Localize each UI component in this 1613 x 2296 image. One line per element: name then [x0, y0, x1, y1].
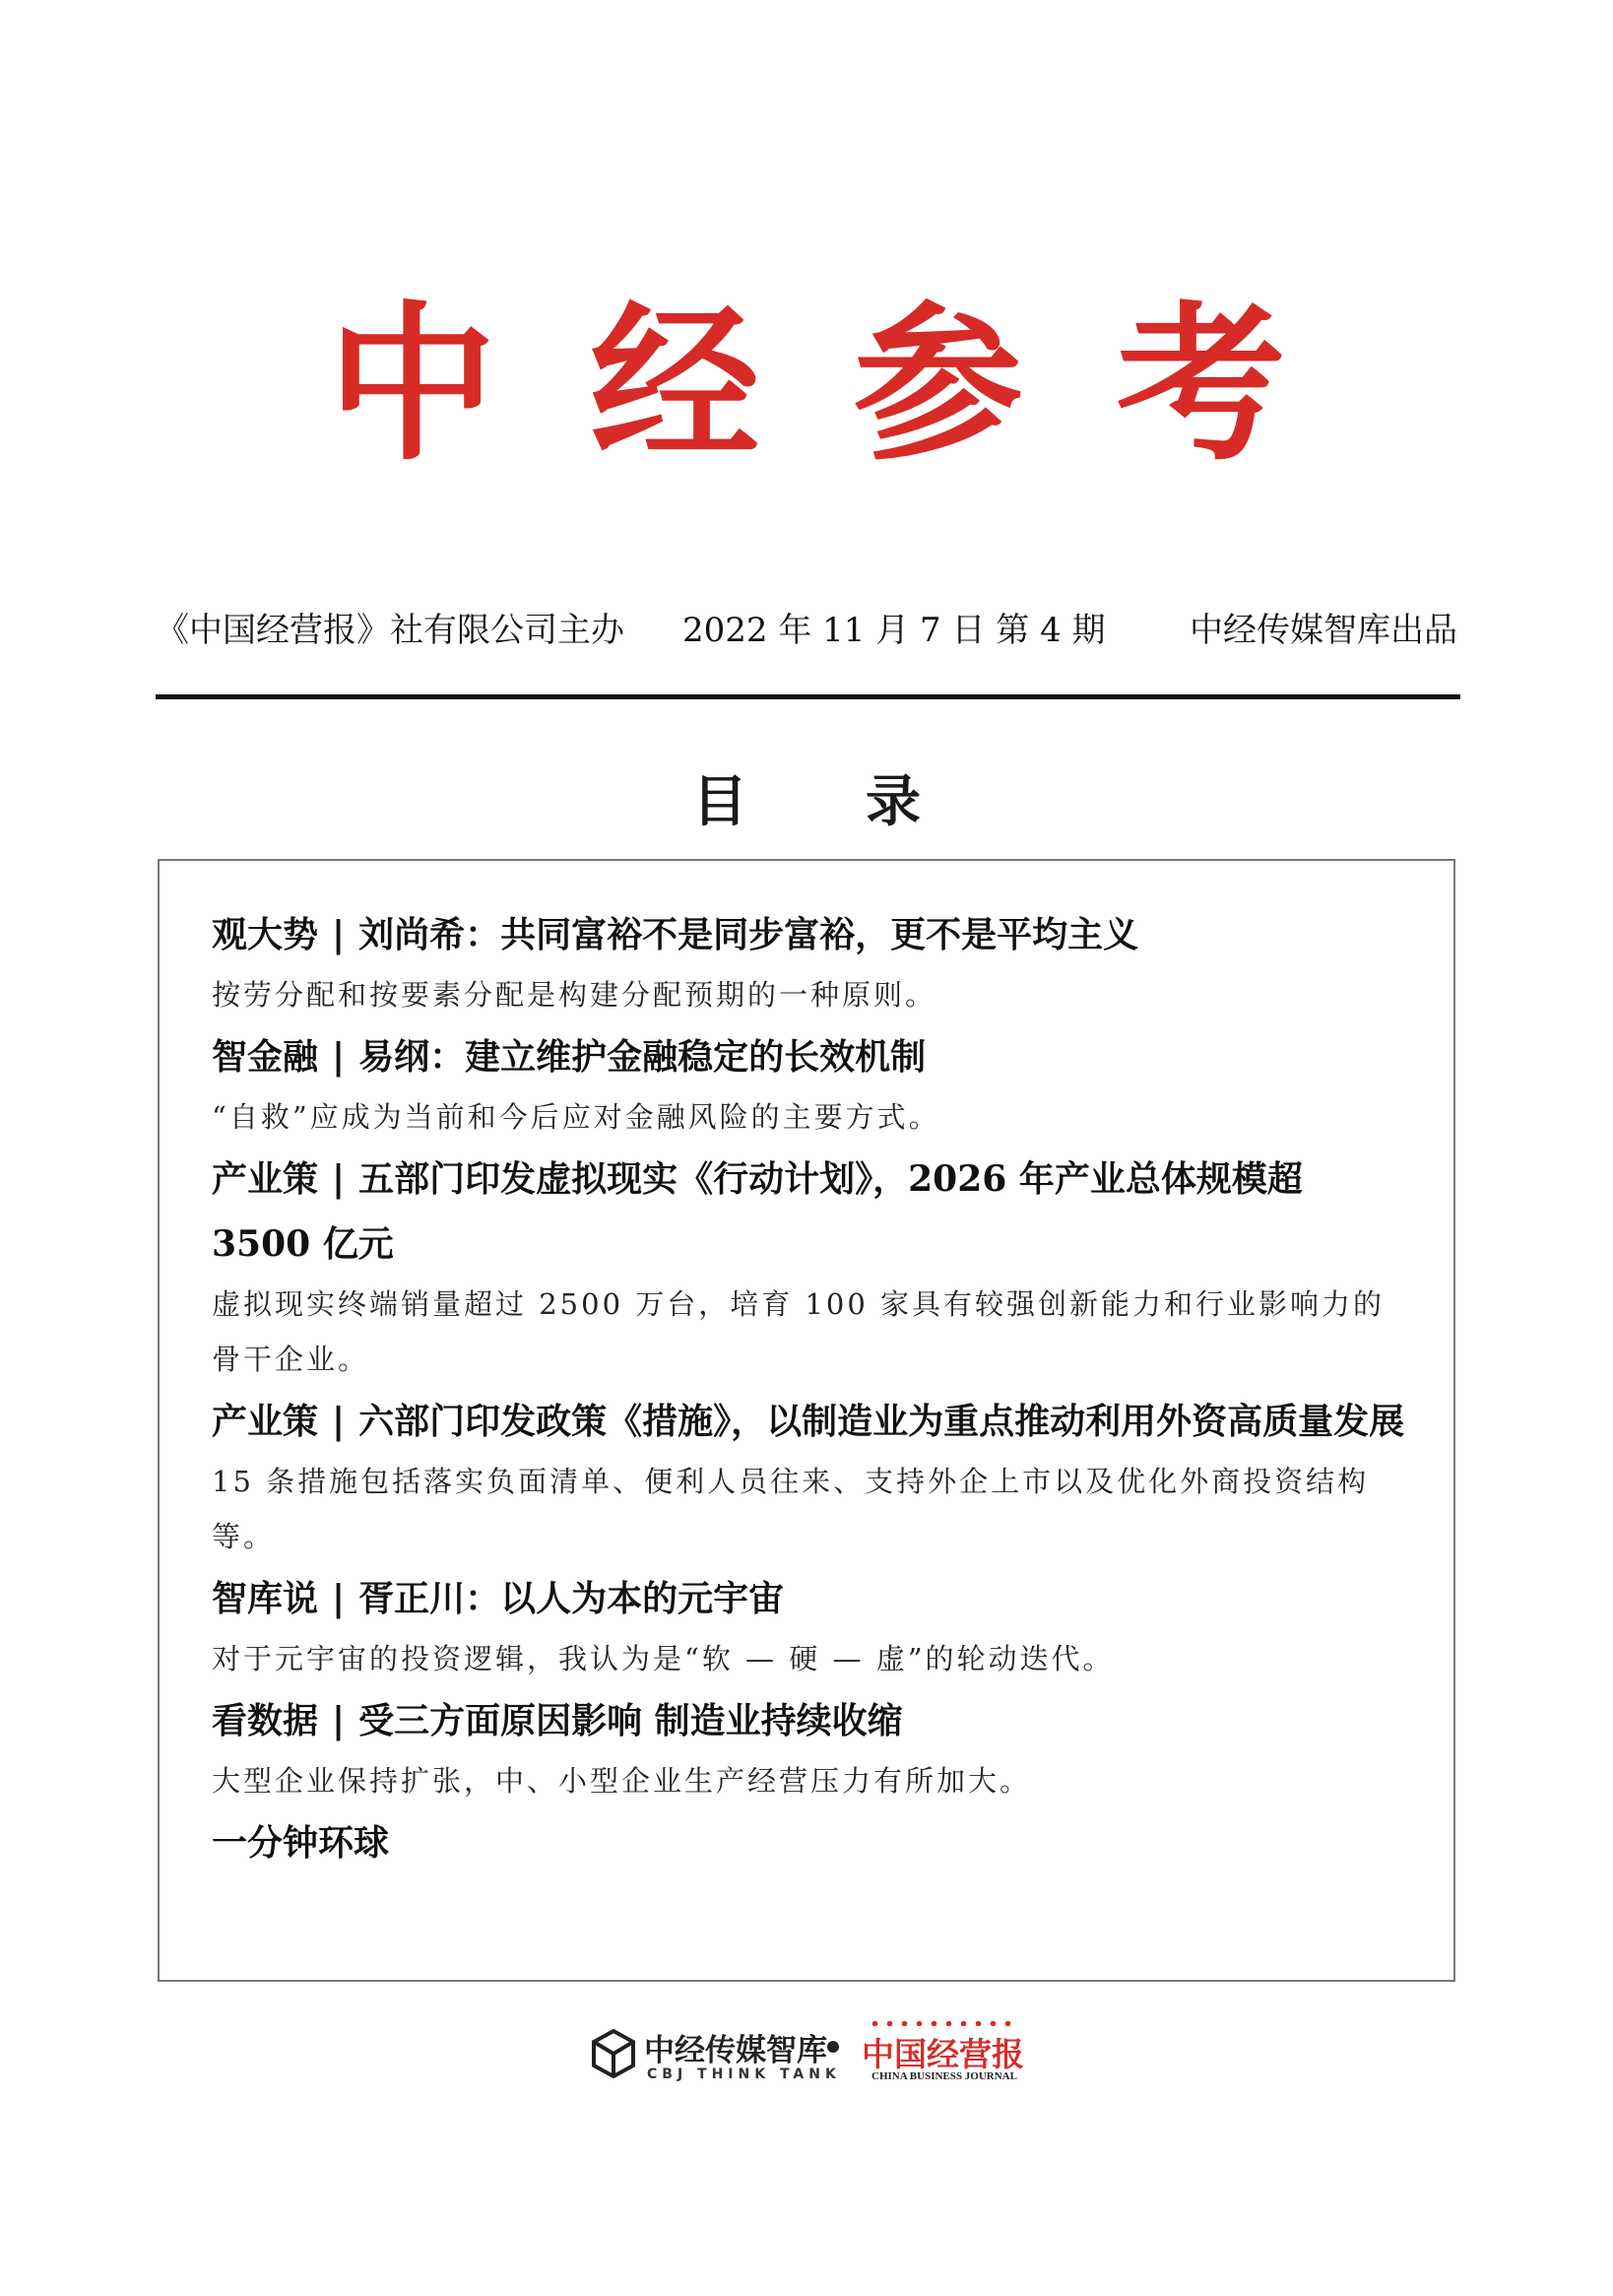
toc-separator: | — [332, 1578, 346, 1619]
toc-separator: | — [332, 1158, 346, 1200]
publisher-text: 《中国经营报》社有限公司主办 — [156, 611, 624, 650]
masthead-char: 经 — [590, 284, 760, 484]
toc-entry-headline[interactable] — [212, 1566, 1405, 1631]
toc-separator: | — [332, 1401, 346, 1442]
toc-column-name: 产业策 — [212, 1401, 319, 1442]
cube-logo-icon — [591, 2029, 636, 2078]
toc-box — [158, 859, 1455, 1982]
masthead-title — [0, 286, 1613, 483]
toc-separator: | — [332, 1036, 346, 1078]
toc-entry[interactable] — [212, 1147, 1405, 1387]
toc-entry-summary: 对于元宇宙的投资逻辑，我认为是“软 — 硬 — 虚”的轮动迭代。 — [212, 1642, 1115, 1675]
toc-entry-title: 受三方面原因影响 制造业持续收缩 — [358, 1700, 903, 1741]
toc-column-name: 看数据 — [212, 1700, 319, 1741]
logo-separator-dot — [827, 2041, 839, 2053]
journal-logo-dots — [868, 2021, 1015, 2026]
toc-entry-summary: 按劳分配和按要素分配是构建分配预期的一种原则。 — [212, 978, 937, 1012]
toc-entry[interactable] — [212, 902, 1405, 1022]
toc-entry-headline[interactable] — [212, 1810, 1405, 1875]
journal-name-en: CHINA BUSINESS JOURNAL — [871, 2070, 1017, 2082]
toc-entry[interactable] — [212, 1024, 1405, 1145]
masthead-char: 中 — [327, 284, 497, 484]
toc-entry-headline[interactable] — [212, 1389, 1405, 1454]
producer-text: 中经传媒智库出品 — [1190, 611, 1457, 650]
toc-entry[interactable] — [212, 1566, 1405, 1686]
toc-entry[interactable] — [212, 1389, 1405, 1564]
toc-separator: | — [332, 914, 346, 955]
info-bar — [156, 603, 1457, 662]
journal-name-cn: 中国经营报 — [862, 2035, 1024, 2073]
toc-entry-title: 胥正川：以人为本的元宇宙 — [358, 1578, 785, 1619]
toc-entry-summary: 大型企业保持扩张，中、小型企业生产经营压力有所加大。 — [212, 1764, 1032, 1798]
think-tank-name-en: CBJ THINK TANK — [647, 2066, 841, 2082]
toc-entry-headline[interactable] — [212, 1147, 1405, 1277]
issue-date: 2022 年 11 月 7 日 第 4 期 — [682, 611, 1106, 650]
toc-entry-summary: “自救”应成为当前和今后应对金融风险的主要方式。 — [212, 1100, 940, 1134]
masthead-char: 考 — [1116, 284, 1286, 484]
toc-entry-headline[interactable] — [212, 1024, 1405, 1089]
toc-heading: 目录 — [692, 769, 1039, 834]
toc-column-name: 智库说 — [212, 1578, 319, 1619]
toc-entry-headline[interactable] — [212, 1688, 1405, 1753]
toc-column-name: 一分钟环球 — [212, 1822, 390, 1864]
think-tank-name-cn: 中经传媒智库 — [644, 2033, 827, 2068]
toc-entry-summary: 15 条措施包括落实负面清单、便利人员往来、支持外企上市以及优化外商投资结构等。 — [212, 1465, 1370, 1553]
toc-entry[interactable] — [212, 1688, 1405, 1808]
masthead-char: 参 — [853, 284, 1023, 484]
journal-logo — [862, 2021, 1029, 2090]
footer-logos — [0, 2021, 1613, 2090]
toc-column-name: 智金融 — [212, 1036, 319, 1078]
toc-entry-title: 五部门印发虚拟现实《行动计划》，2026 年产业总体规模超 3500 亿元 — [212, 1158, 1303, 1265]
toc-column-name: 产业策 — [212, 1158, 319, 1200]
toc-entry-title: 刘尚希：共同富裕不是同步富裕，更不是平均主义 — [358, 914, 1139, 955]
header-divider — [156, 694, 1460, 699]
toc-entry-title: 六部门印发政策《措施》，以制造业为重点推动利用外资高质量发展 — [358, 1401, 1405, 1442]
toc-entry-summary: 虚拟现实终端销量超过 2500 万台，培育 100 家具有较强创新能力和行业影响力的骨干企业。 — [212, 1287, 1386, 1376]
toc-separator: | — [332, 1700, 346, 1741]
toc-entry-title: 易纲：建立维护金融稳定的长效机制 — [358, 1036, 927, 1078]
toc-column-name: 观大势 — [212, 914, 319, 955]
toc-entry-headline[interactable] — [212, 902, 1405, 967]
toc-entry[interactable] — [212, 1810, 1405, 1875]
toc-list — [212, 902, 1405, 1875]
